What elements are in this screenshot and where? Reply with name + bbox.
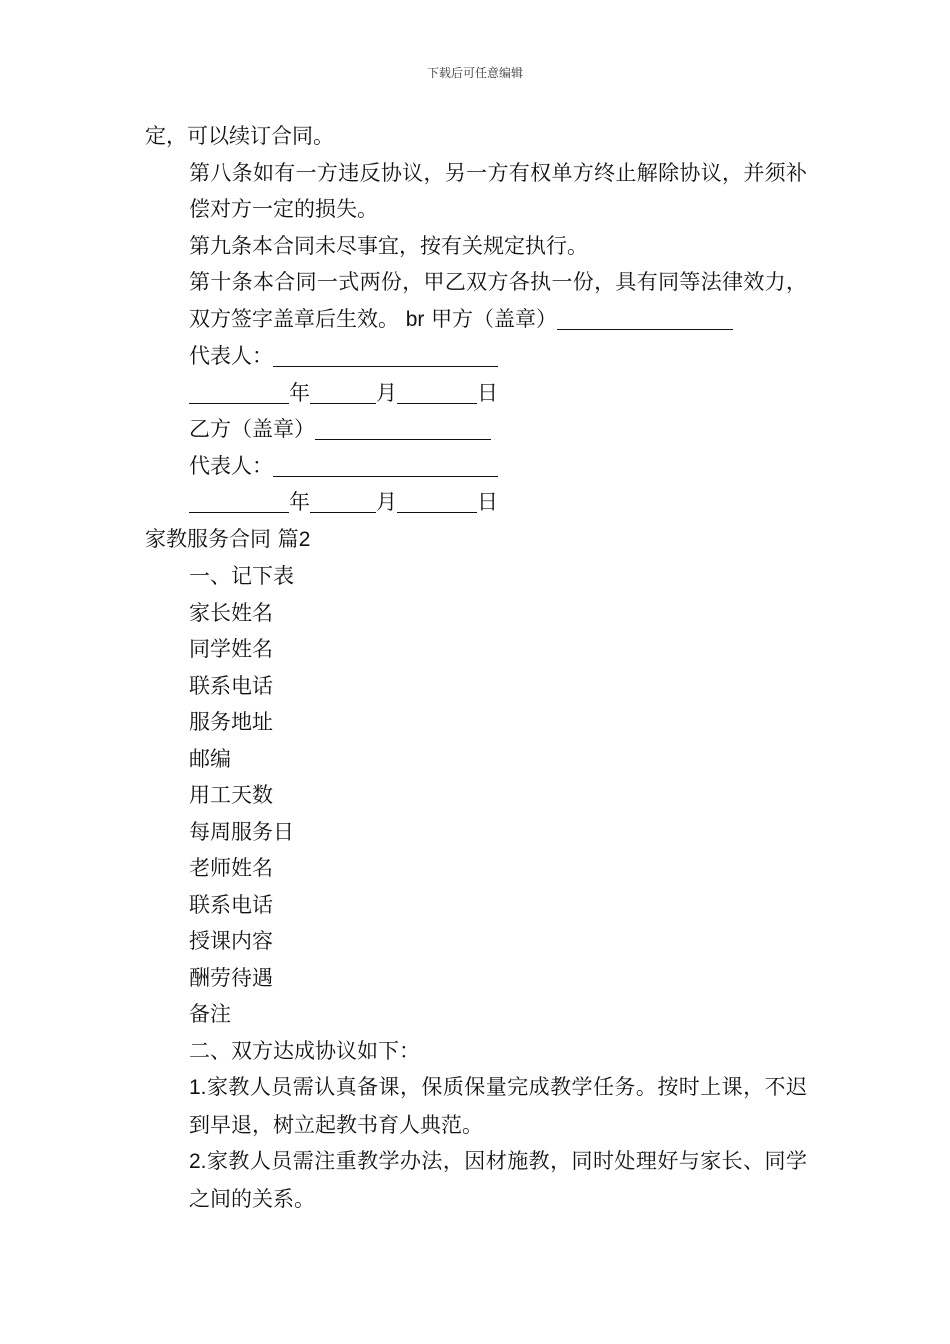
month-label: 月 bbox=[376, 490, 397, 514]
year-label: 年 bbox=[289, 380, 310, 405]
party-b-representative bbox=[145, 448, 807, 485]
representative-blank bbox=[273, 342, 498, 367]
section-title-number: 2 bbox=[298, 527, 311, 551]
clause-2-text: 家教人员需注重教学办法，因材施教，同时处理好与家长、同学之间的关系。 bbox=[189, 1149, 807, 1211]
section-title-text: 家教服务合同 篇 bbox=[145, 526, 299, 551]
representative-label: 代表人： bbox=[189, 344, 273, 368]
field-postcode: 邮编 bbox=[189, 746, 231, 771]
br-text: br bbox=[405, 307, 425, 331]
month-blank bbox=[310, 379, 376, 404]
party-a-representative bbox=[145, 338, 807, 375]
day-label: 日 bbox=[477, 490, 498, 514]
field-address: 服务地址 bbox=[189, 710, 273, 734]
document-body bbox=[145, 118, 807, 1217]
party-b-blank bbox=[315, 415, 491, 440]
day-label: 日 bbox=[477, 380, 498, 405]
section-title bbox=[145, 521, 807, 559]
clause-1-text: 家教人员需认真备课，保质保量完成教学任务。按时上课，不迟到早退，树立起教书育人典范。 bbox=[189, 1075, 807, 1137]
clause-2 bbox=[145, 1143, 807, 1217]
party-a-blank bbox=[557, 305, 733, 330]
party-a-date bbox=[145, 375, 807, 412]
clause-1 bbox=[145, 1069, 807, 1143]
page-header: 下载后可任意编辑 bbox=[426, 66, 523, 80]
paragraph-continuation: 定，可以续订合同。 bbox=[145, 124, 334, 148]
article-9: 第九条本合同未尽事宜，按有关规定执行。 bbox=[189, 233, 588, 258]
party-b-line bbox=[145, 411, 807, 448]
party-a-label: 甲方（盖章） bbox=[431, 306, 558, 331]
article-10 bbox=[145, 264, 807, 338]
month-label: 月 bbox=[376, 380, 397, 405]
representative-blank bbox=[273, 452, 498, 477]
field-phone: 联系电话 bbox=[189, 673, 273, 698]
representative-label: 代表人： bbox=[189, 453, 273, 478]
day-blank bbox=[397, 488, 477, 513]
field-teacher-phone: 联系电话 bbox=[189, 892, 273, 917]
item-2-heading: 二、双方达成协议如下： bbox=[189, 1038, 420, 1063]
field-parent-name: 家长姓名 bbox=[189, 600, 273, 625]
year-blank bbox=[189, 379, 289, 404]
year-label: 年 bbox=[289, 490, 310, 514]
item-1-heading: 一、记下表 bbox=[189, 564, 294, 588]
day-blank bbox=[397, 379, 477, 404]
party-b-label: 乙方（盖章） bbox=[189, 417, 315, 441]
article-8: 第八条如有一方违反协议，另一方有权单方终止解除协议，并须补偿对方一定的损失。 bbox=[189, 160, 807, 221]
field-remarks: 备注 bbox=[189, 1002, 231, 1026]
year-blank bbox=[189, 488, 289, 513]
article-10-text: 第十条本合同一式两份，甲乙双方各执一份，具有同等法律效力，双方签字盖章后生效。 bbox=[189, 270, 807, 331]
field-student-name: 同学姓名 bbox=[189, 637, 273, 661]
field-teacher-name: 老师姓名 bbox=[189, 856, 273, 880]
clause-2-number: 2. bbox=[189, 1150, 207, 1173]
field-service-days: 每周服务日 bbox=[189, 819, 294, 844]
clause-1-number: 1. bbox=[189, 1076, 207, 1099]
month-blank bbox=[310, 488, 376, 513]
field-course-content: 授课内容 bbox=[189, 929, 273, 953]
field-work-days: 用工天数 bbox=[189, 783, 273, 807]
party-b-date bbox=[145, 484, 807, 521]
field-remuneration: 酬劳待遇 bbox=[189, 965, 273, 990]
